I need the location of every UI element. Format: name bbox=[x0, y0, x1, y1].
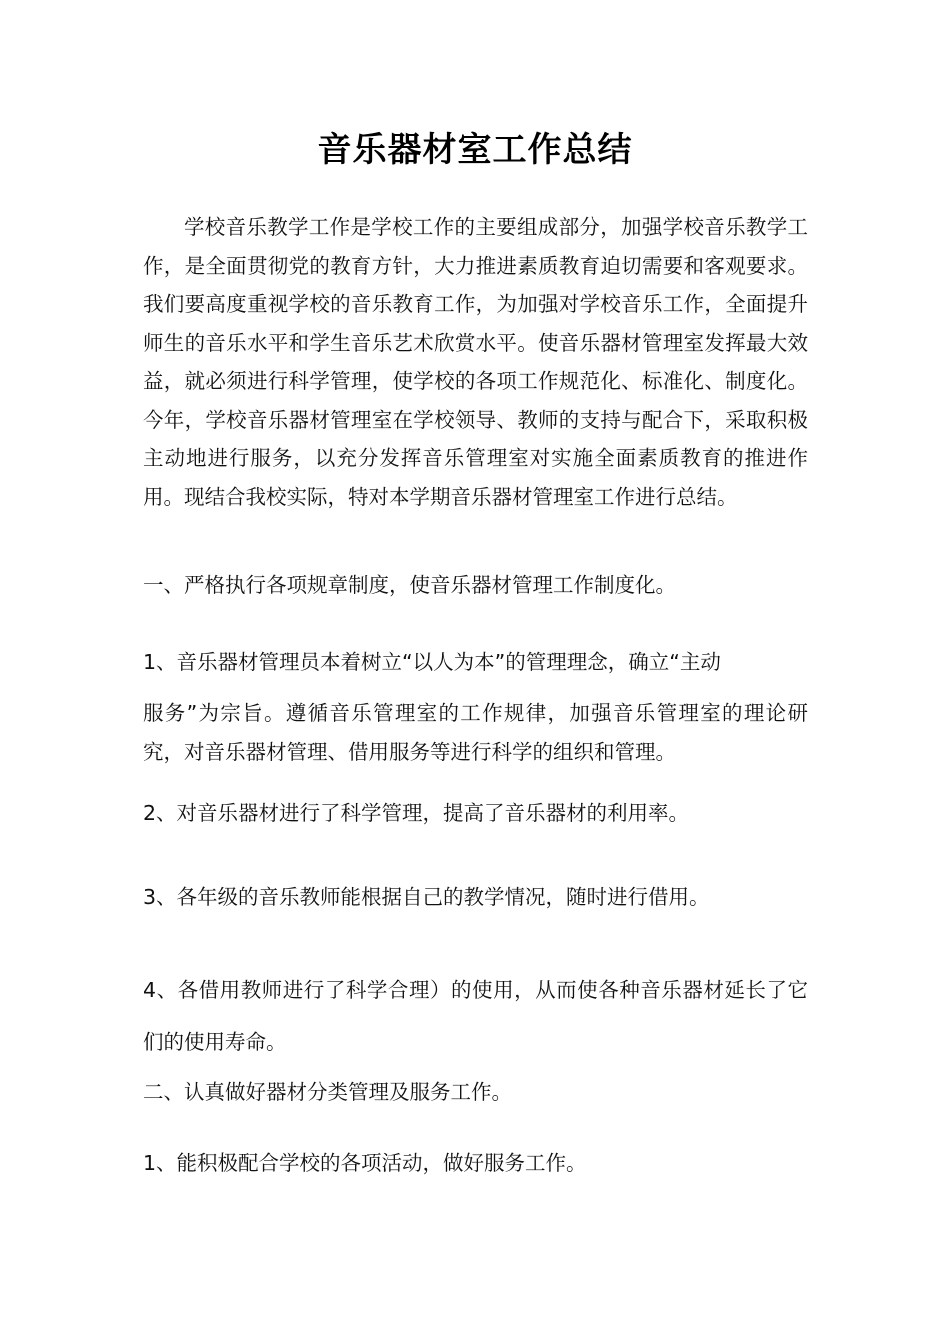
section-2-item-1: 1、能积极配合学校的各项活动，做好服务工作。 bbox=[143, 1151, 587, 1175]
section-1-item-1-line-1: 1、音乐器材管理员本着树立“以人为本”的管理理念，确立“主动 bbox=[143, 650, 721, 674]
intro-paragraph: 学校音乐教学工作是学校工作的主要组成部分，加强学校音乐教学工作，是全面贯彻党的教育方针，大力推进素质教育迫切需要和客观要求。我们要高度重视学校的音乐教育工作，为加强对学校音乐工作，全面提升师生的音乐水平和学生音乐艺术欣赏水平。使音乐器材管理室发挥最大效益，就必须进行科学管理，使学校的各项工作规范化、标准化、制度化。今年，学校音乐器材管理室在学校领导、教师的支持与配合下，采取积极主动地进行服务，以充分发挥音乐管理室对实施全面素质教育的推进作用。现结合我校实际，特对本学期音乐器材管理室工作进行总结。 bbox=[143, 215, 808, 509]
section-1-item-1 bbox=[143, 636, 808, 771]
section-1-item-1-rest: 服务”为宗旨。遵循音乐管理室的工作规律，加强音乐管理室的理论研究，对音乐器材管理、借用服务等进行科学的组织和管理。 bbox=[143, 701, 808, 764]
section-1-item-3: 3、各年级的音乐教师能根据自己的教学情况，随时进行借用。 bbox=[143, 885, 710, 909]
document-title: 音乐器材室工作总结 bbox=[317, 130, 633, 170]
section-1-item-4: 4、各借用教师进行了科学合理）的使用，从而使各种音乐器材延长了它们的使用寿命。 bbox=[143, 978, 808, 1054]
section-1-item-2: 2、对音乐器材进行了科学管理，提高了音乐器材的利用率。 bbox=[143, 801, 690, 825]
section-2-heading: 二、认真做好器材分类管理及服务工作。 bbox=[143, 1080, 512, 1104]
section-1-heading: 一、严格执行各项规章制度，使音乐器材管理工作制度化。 bbox=[143, 573, 676, 597]
